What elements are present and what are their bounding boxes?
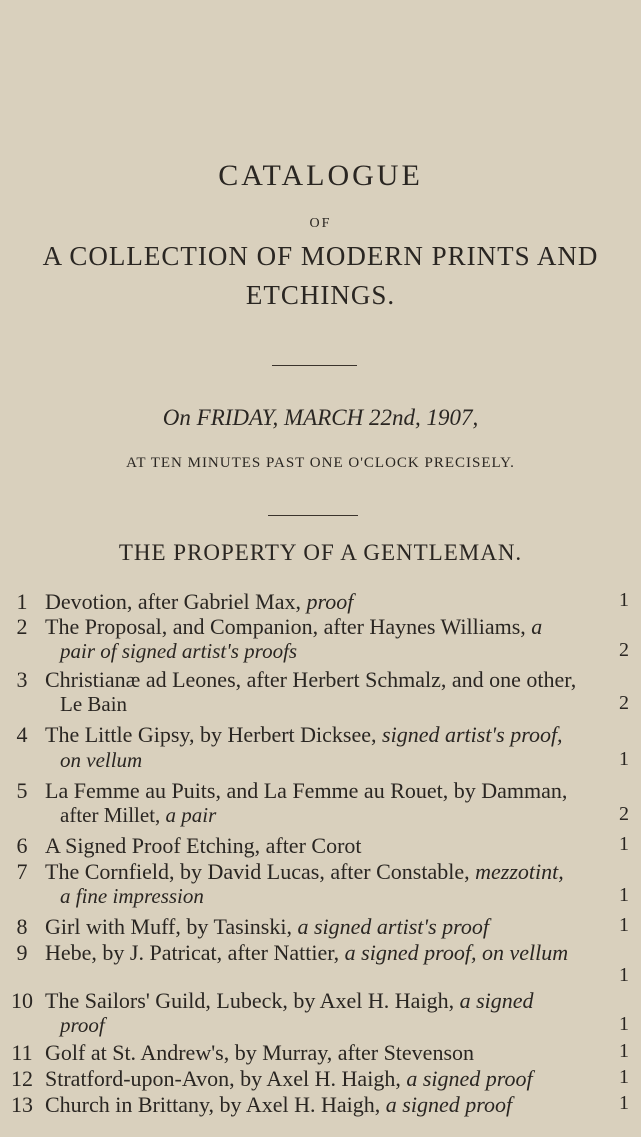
lot-number: 3 <box>16 667 28 692</box>
lot-description: Stratford-upon-Avon, by Axel H. Haigh, a signed proof <box>45 1066 533 1091</box>
lot-number: 11 <box>11 1040 33 1065</box>
lot-description-cont: proof <box>60 1013 105 1037</box>
lot-description: Devotion, after Gabriel Max, proof <box>45 589 354 614</box>
lot-description: The Sailors' Guild, Lubeck, by Axel H. Haigh, a signed <box>45 988 534 1013</box>
lot-quantity: 2 <box>619 803 629 825</box>
lot-description: Church in Brittany, by Axel H. Haigh, a signed proof <box>45 1092 513 1117</box>
lot-quantity: 1 <box>619 1066 629 1088</box>
lot-quantity: 1 <box>619 884 629 906</box>
lot-quantity: 1 <box>619 589 629 611</box>
lot-number: 13 <box>11 1092 33 1117</box>
sale-time: AT TEN MINUTES PAST ONE O'CLOCK PRECISELY. <box>126 455 515 471</box>
lot-description: Golf at St. Andrew's, by Murray, after Stevenson <box>45 1040 475 1065</box>
lot-quantity: 2 <box>619 639 629 661</box>
lot-description-cont: pair of signed artist's proofs <box>60 639 298 663</box>
lot-quantity: 2 <box>619 692 629 714</box>
lot-number: 1 <box>16 589 28 614</box>
lot-quantity: 1 <box>619 1092 629 1114</box>
lot-description-cont: a fine impression <box>60 884 204 908</box>
of-label: OF <box>309 216 332 231</box>
lot-description: Christianæ ad Leones, after Herbert Schmalz, and one other, <box>45 667 577 692</box>
divider-rule <box>272 365 357 366</box>
lot-number: 12 <box>11 1066 33 1091</box>
lot-quantity: 1 <box>619 748 629 770</box>
lot-number: 4 <box>16 722 28 747</box>
lot-number: 6 <box>16 833 28 858</box>
collection-title-line2: ETCHINGS. <box>245 280 396 310</box>
lot-quantity: 1 <box>619 1013 629 1035</box>
sale-date: On FRIDAY, MARCH 22nd, 1907, <box>162 405 479 430</box>
lot-description: A Signed Proof Etching, after Corot <box>45 833 362 858</box>
lot-number: 10 <box>11 988 33 1013</box>
lot-quantity: 1 <box>619 1040 629 1062</box>
collection-title-line1: A COLLECTION OF MODERN PRINTS AND <box>42 241 599 271</box>
lot-number: 7 <box>16 859 28 884</box>
lot-description: Hebe, by J. Patricat, after Nattier, a signed proof, on vellum <box>45 940 569 965</box>
lot-description: Girl with Muff, by Tasinski, a signed artist's proof <box>45 914 490 939</box>
lot-number: 8 <box>16 914 28 939</box>
lot-description-cont: Le Bain <box>60 692 128 716</box>
lot-quantity: 1 <box>619 833 629 855</box>
lot-description: The Proposal, and Companion, after Haynes Williams, a <box>45 614 543 639</box>
owner-heading: THE PROPERTY OF A GENTLEMAN. <box>118 540 523 565</box>
lot-number: 9 <box>16 940 28 965</box>
catalogue-heading: CATALOGUE <box>218 159 423 192</box>
divider-rule <box>268 515 358 516</box>
lot-quantity: 1 <box>619 914 629 936</box>
lot-quantity: 1 <box>619 964 629 986</box>
lot-description-cont: after Millet, a pair <box>60 803 217 827</box>
lot-number: 5 <box>16 778 28 803</box>
lot-description-cont: on vellum <box>60 748 143 772</box>
lot-description: The Little Gipsy, by Herbert Dicksee, signed artist's proof, <box>45 722 563 747</box>
lot-description: The Cornfield, by David Lucas, after Constable, mezzotint, <box>45 859 564 884</box>
lot-description: La Femme au Puits, and La Femme au Rouet, by Damman, <box>45 778 568 803</box>
lot-number: 2 <box>16 614 28 639</box>
